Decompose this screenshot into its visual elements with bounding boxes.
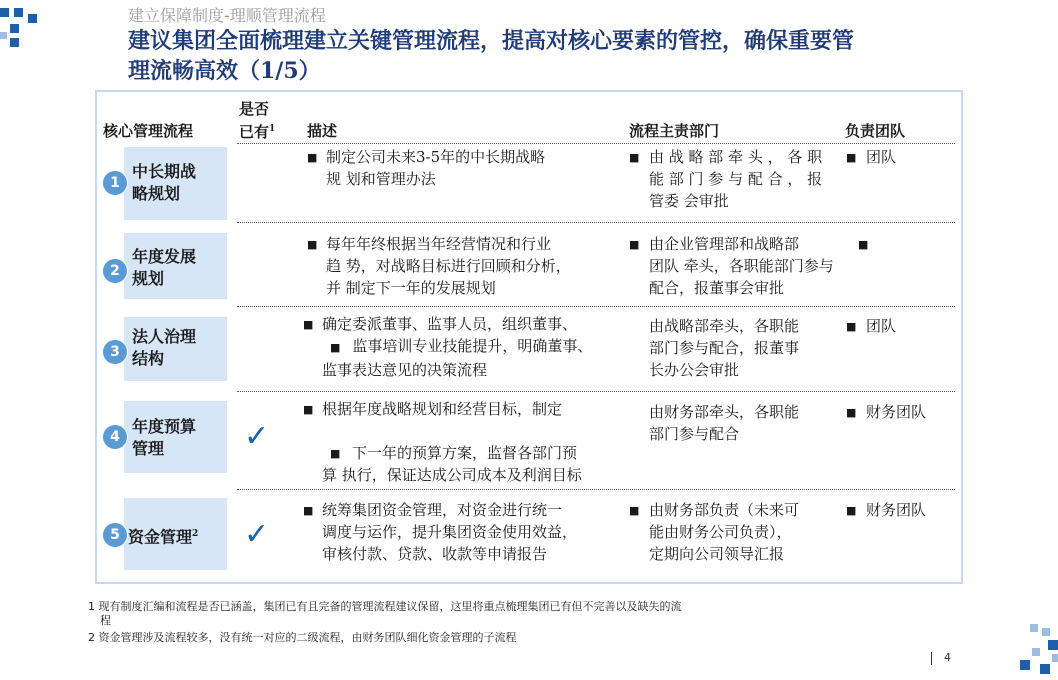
row-department <box>649 315 799 381</box>
department-line: 长办公会审批 <box>649 361 740 379</box>
corner-square <box>28 14 37 23</box>
row-number-badge: 1 <box>102 170 128 196</box>
col-header-process: 核心管理流程 <box>103 122 194 140</box>
col-header-exists-line: 已有 <box>239 123 270 141</box>
row-description: 根据年度战略规划和经营目标，制定 <box>322 400 563 418</box>
square-bullet-icon: ■ <box>858 238 869 251</box>
square-bullet-icon: ■ <box>330 447 341 460</box>
corner-square <box>0 8 9 17</box>
square-bullet-icon: ■ <box>629 238 640 251</box>
footnote-ref: 2 <box>192 529 199 539</box>
description-line <box>322 335 592 359</box>
square-bullet-icon: ■ <box>303 403 314 416</box>
department-line: 由战略部牵头，各职能 <box>649 317 800 335</box>
corner-square <box>10 38 19 47</box>
square-bullet-icon: ■ <box>846 151 857 164</box>
department-line: 能由财务公司负责）， <box>649 523 792 541</box>
footnote-1 <box>88 600 682 628</box>
description-line: 统筹集团资金管理，对资金进行统一 <box>322 501 563 519</box>
process-name <box>132 161 196 205</box>
page-number: 4 <box>944 651 951 664</box>
description-line: 调度与运作，提升集团资金使用效益， <box>322 523 578 541</box>
footnote-line: 1 现有制度汇编和流程是否已涵盖，集团已有且完备的管理流程建议保留，这里将重点梳理集团已有但不完善以及缺失的流 <box>88 600 682 613</box>
corner-square <box>0 32 7 39</box>
description-line: 审核付款、贷款、收款等申请报告 <box>322 545 548 563</box>
row-department <box>649 146 822 212</box>
row-number-badge: 3 <box>102 339 128 365</box>
description-text: 监事培训专业技能提升，明确董事、 <box>352 337 593 355</box>
square-bullet-icon: ■ <box>303 318 314 331</box>
department-line: 由 战 略 部 牵 头 ， 各 职 <box>649 148 823 166</box>
row-separator <box>237 489 955 490</box>
corner-square <box>14 8 23 17</box>
department-line: 配合，报董事会审批 <box>649 279 785 297</box>
check-icon: ✓ <box>244 419 270 454</box>
department-line: 能 部 门 参 与 配 合 ， 报 <box>649 170 823 188</box>
corner-square <box>1032 648 1040 656</box>
corner-square <box>1040 664 1050 674</box>
process-name-line: 规划 <box>132 269 165 288</box>
process-name-line: 管理 <box>132 439 165 458</box>
col-header-department: 流程主责部门 <box>629 122 720 140</box>
row-description <box>322 499 577 565</box>
process-name <box>132 246 196 290</box>
row-team: 财务团队 <box>866 501 927 519</box>
row-department <box>649 401 799 445</box>
row-number-badge: 5 <box>102 522 128 548</box>
row-team: 团队 <box>866 317 897 335</box>
row-number-badge: 2 <box>102 258 128 284</box>
row-description <box>326 233 571 299</box>
square-bullet-icon: ■ <box>307 151 318 164</box>
corner-square <box>1042 628 1050 636</box>
description-line: 监事表达意见的决策流程 <box>322 361 488 379</box>
square-bullet-icon: ■ <box>629 151 640 164</box>
department-line: 部门参与配合 <box>649 425 740 443</box>
description-line: 每年年终根据当年经营情况和行业 <box>326 235 552 253</box>
department-line: 由企业管理部和战略部 <box>649 235 800 253</box>
check-icon: ✓ <box>244 517 270 552</box>
process-name-line: 结构 <box>132 349 165 368</box>
col-header-description: 描述 <box>307 122 338 140</box>
process-name <box>128 523 198 548</box>
square-bullet-icon: ■ <box>846 504 857 517</box>
description-line: 算 执行，保证达成公司成本及利润目标 <box>322 466 582 484</box>
title-line: 建议集团全面梳理建立关键管理流程，提高对核心要素的管控，确保重要管 <box>128 28 855 54</box>
footnote-2: 2 资金管理涉及流程较多，没有统一对应的二级流程，由财务团队细化资金管理的子流程 <box>88 631 517 644</box>
square-bullet-icon: ■ <box>307 238 318 251</box>
page-title <box>128 26 958 86</box>
square-bullet-icon: ■ <box>846 406 857 419</box>
department-line: 部门参与配合，报董事 <box>649 339 800 357</box>
col-header-exists-line: 是否 <box>239 100 270 118</box>
section-subtitle: 建立保障制度-理顺管理流程 <box>128 6 326 25</box>
description-line: 并 制定下一年的发展规划 <box>326 279 496 297</box>
title-line: 理流畅高效（1/5） <box>128 58 321 84</box>
department-line: 由财务部牵头，各职能 <box>649 403 800 421</box>
process-name <box>132 326 196 370</box>
col-header-exists <box>239 99 275 142</box>
description-line: 规 划和管理办法 <box>326 170 436 188</box>
row-separator <box>237 391 955 392</box>
process-name-line: 略规划 <box>132 184 181 203</box>
process-name-text: 资金管理 <box>128 527 193 547</box>
row-separator <box>237 306 955 307</box>
row-department <box>649 499 799 565</box>
description-line: 确定委派董事、监事人员，组织董事、 <box>322 315 578 333</box>
process-name-line: 中长期战 <box>132 162 197 181</box>
row-separator <box>237 143 955 144</box>
row-number-badge: 4 <box>102 424 128 450</box>
row-description <box>322 313 592 381</box>
page-number-divider <box>931 652 932 665</box>
row-description <box>326 146 545 190</box>
square-bullet-icon: ■ <box>303 504 314 517</box>
footnote-line: 程 <box>100 614 111 627</box>
col-header-team: 负责团队 <box>845 122 906 140</box>
process-name-line: 年度预算 <box>132 417 197 436</box>
department-line: 团队 牵头，各职能部门参与 <box>649 257 834 275</box>
square-bullet-icon: ■ <box>330 341 341 354</box>
corner-square <box>1048 640 1058 650</box>
corner-square <box>1020 660 1030 670</box>
row-team: 团队 <box>866 148 897 166</box>
footnote-ref: 1 <box>269 124 276 134</box>
square-bullet-icon: ■ <box>629 504 640 517</box>
process-name-line: 法人治理 <box>132 327 197 346</box>
row-description <box>322 442 582 486</box>
department-line: 由财务部负责（未来可 <box>649 501 800 519</box>
department-line: 管委 会审批 <box>649 192 729 210</box>
square-bullet-icon: ■ <box>846 320 857 333</box>
description-line: 下一年的预算方案，监督各部门预 <box>352 444 578 462</box>
row-separator <box>237 222 955 223</box>
corner-square <box>10 24 19 33</box>
row-department <box>649 233 834 299</box>
description-line: 趋 势，对战略目标进行回顾和分析， <box>326 257 571 275</box>
corner-square <box>1030 624 1038 632</box>
process-name <box>132 416 196 460</box>
department-line: 定期向公司领导汇报 <box>649 545 785 563</box>
process-name-line: 年度发展 <box>132 247 197 266</box>
description-line: 制定公司未来3-5年的中长期战略 <box>326 148 546 166</box>
corner-square <box>1052 654 1058 662</box>
row-team: 财务团队 <box>866 403 927 421</box>
